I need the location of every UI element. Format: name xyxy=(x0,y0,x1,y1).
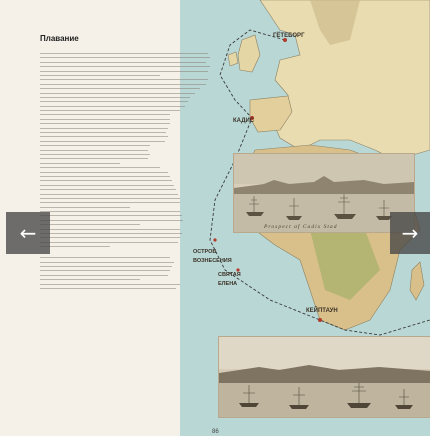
paragraph-6 xyxy=(40,229,210,248)
label-capetown: КЕЙПТАУН xyxy=(306,308,338,314)
engraving-caption: Prospect af Cadix Stad xyxy=(264,224,338,230)
cadiz-engraving xyxy=(233,153,415,233)
section-title: Плавание xyxy=(40,34,79,43)
paragraph-4 xyxy=(40,167,210,208)
prev-page-button[interactable] xyxy=(6,212,50,254)
paragraph-3 xyxy=(40,150,210,164)
label-ascension: ОСТРОВ ВОЗНЕСЕНИЯ xyxy=(193,249,232,264)
label-st-helena: СВЯТАЯ ЕЛЕНА xyxy=(218,272,241,287)
arrow-right-icon: → xyxy=(401,221,419,245)
page-number: 86 xyxy=(212,429,219,435)
next-page-button[interactable] xyxy=(390,212,430,254)
text-column xyxy=(40,34,210,414)
paragraph-1 xyxy=(40,53,210,76)
paragraph-5 xyxy=(40,211,210,225)
paragraph-2 xyxy=(40,79,210,146)
paragraph-7 xyxy=(40,257,210,280)
label-cadiz: КАДИС xyxy=(233,118,255,124)
arrow-left-icon: ← xyxy=(19,221,37,245)
paragraph-8 xyxy=(40,284,210,289)
label-goteborg: ГЁТЕБОРГ xyxy=(273,33,305,39)
port-engraving xyxy=(218,336,430,418)
